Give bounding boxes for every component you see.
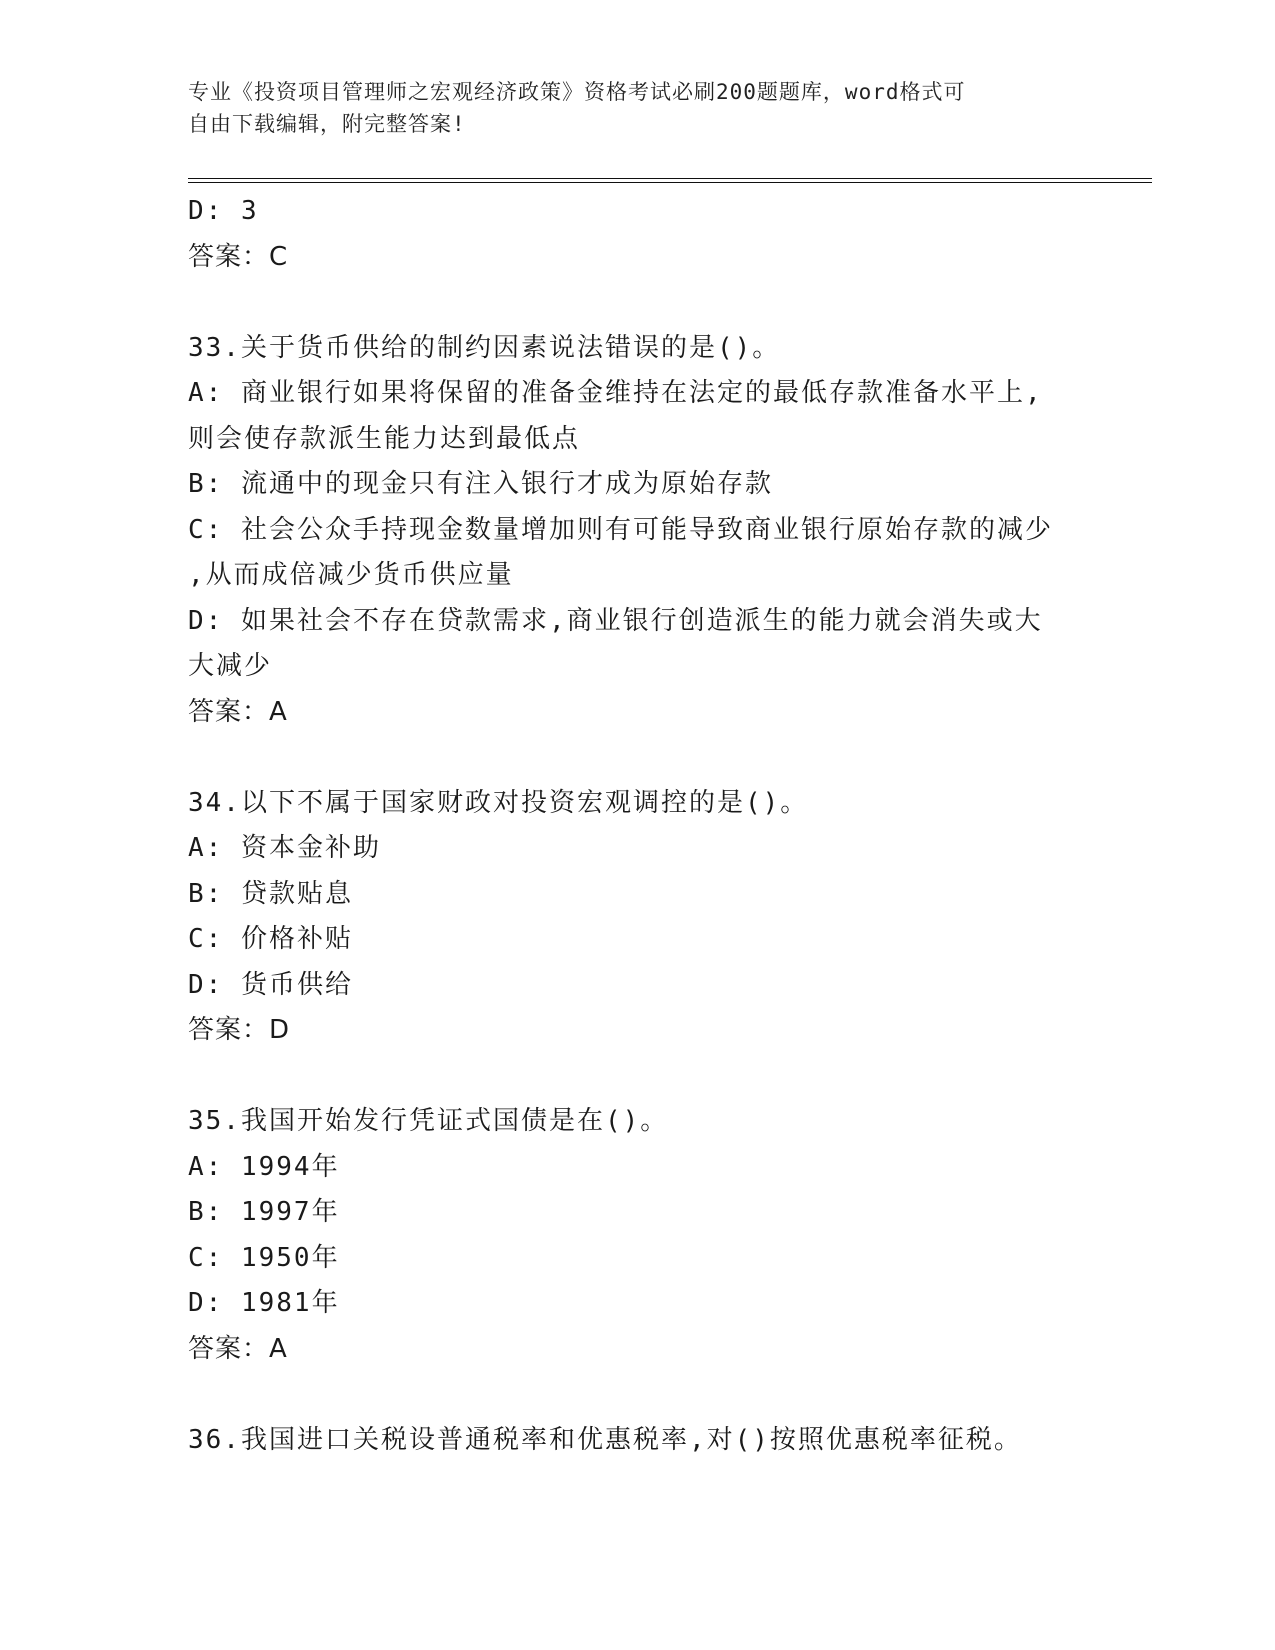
- option-a: A: 1994年: [188, 1151, 340, 1182]
- option-d: D: 货币供给: [188, 969, 353, 1000]
- spacer: [188, 735, 1088, 781]
- spacer: [188, 1372, 1088, 1418]
- document-body: [188, 189, 1088, 1463]
- answer: 答案：C: [188, 241, 289, 272]
- header-rule: [188, 178, 1152, 183]
- question-stem: 35.我国开始发行凭证式国债是在()。: [188, 1106, 669, 1136]
- spacer: [188, 1054, 1088, 1100]
- question-33: [188, 326, 1088, 736]
- question-35: [188, 1099, 1088, 1372]
- question-stem: 36.我国进口关税设普通税率和优惠税率,对()按照优惠税率征税。: [188, 1424, 1022, 1455]
- answer: 答案：A: [188, 696, 288, 727]
- option-a: A: 资本金补助: [188, 833, 381, 863]
- option-c-continued: ,从而成倍减少货币供应量: [188, 560, 514, 590]
- question-36: [188, 1418, 1088, 1464]
- option-d: D: 1981年: [188, 1288, 340, 1318]
- option-a-continued: 则会使存款派生能力达到最低点: [188, 423, 581, 454]
- option-b: B: 1997年: [188, 1197, 340, 1227]
- question-stem: 34.以下不属于国家财政对投资宏观调控的是()。: [188, 787, 809, 818]
- option-d: D: 如果社会不存在贷款需求,商业银行创造派生的能力就会消失或大: [188, 605, 1043, 636]
- question-34: [188, 781, 1088, 1054]
- option-d: D: 3: [188, 196, 259, 226]
- header-line-1: 专业《投资项目管理师之宏观经济政策》资格考试必刷200题题库，word格式可: [188, 80, 966, 104]
- option-a: A: 商业银行如果将保留的准备金维持在法定的最低存款准备水平上,: [188, 378, 1043, 408]
- option-b: B: 流通中的现金只有注入银行才成为原始存款: [188, 469, 773, 499]
- page-header: [188, 76, 1068, 140]
- answer: 答案：D: [188, 1015, 291, 1045]
- header-line-2: 自由下载编辑，附完整答案!: [188, 112, 466, 136]
- spacer: [188, 280, 1088, 326]
- option-c: C: 社会公众手持现金数量增加则有可能导致商业银行原始存款的减少: [188, 514, 1053, 545]
- option-c: C: 价格补贴: [188, 924, 353, 954]
- question-stem: 33.关于货币供给的制约因素说法错误的是()。: [188, 332, 781, 363]
- option-d-continued: 大减少: [188, 651, 273, 681]
- answer: 答案：A: [188, 1333, 288, 1364]
- option-b: B: 贷款贴息: [188, 878, 353, 909]
- option-c: C: 1950年: [188, 1242, 340, 1273]
